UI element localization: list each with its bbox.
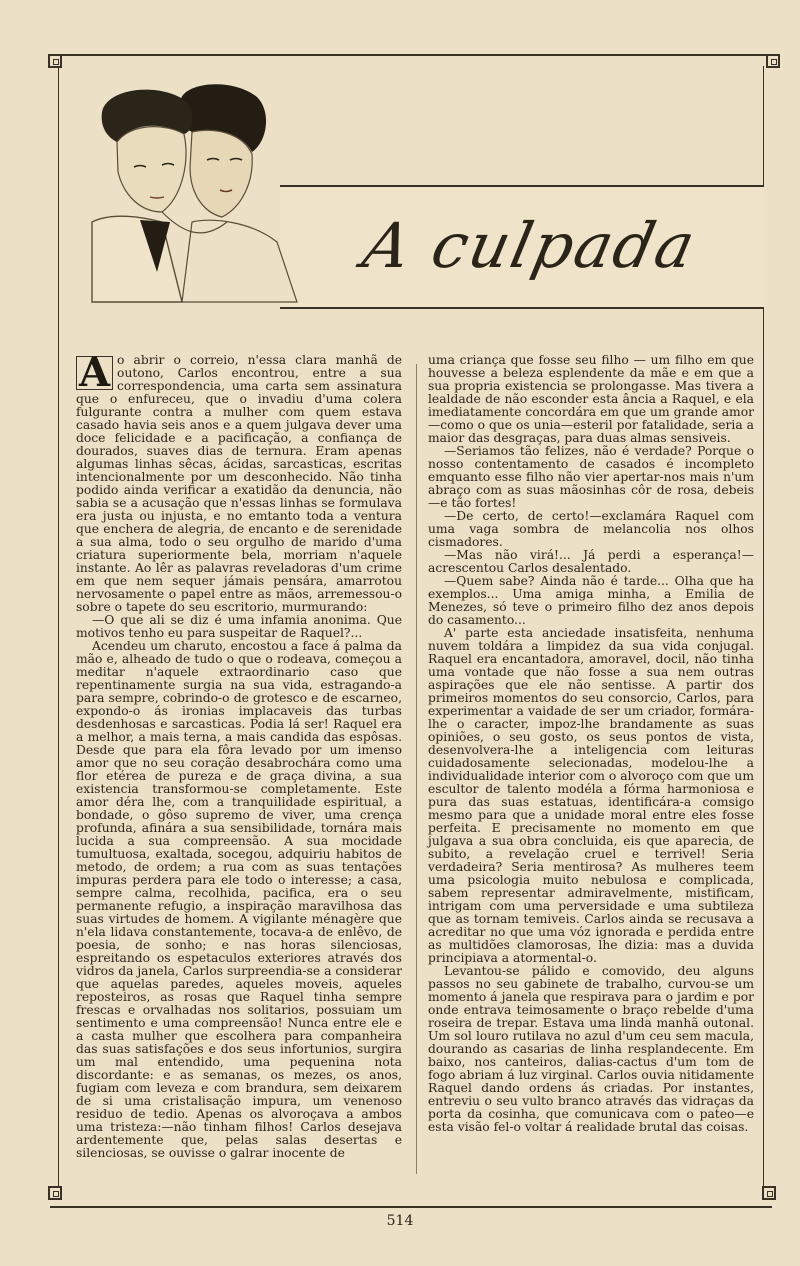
article-title: A culpada [357, 208, 703, 282]
paragraph: uma criança que fosse seu filho — um filho em que houvesse a beleza esplendente da mãe e em que a sua propria existencia se prolongasse. Mas tivera a lealdade de não esconder esta ância a Raquel, e ela imediatamente concordára em que um grande amor —como o que os unia—esteril por fatalidade, seria a maior das desgraças, para duas almas sensiveis. [428, 353, 754, 445]
paragraph: A' parte esta anciedade insatisfeita, nenhuma nuvem toldára a limpidez da sua vida conjugal. Raquel era encantadora, amoravel, docil, não tinha uma vontade que não fosse a sua nem outras aspirações que ele não sentisse. A partir dos primeiros momentos do seu consorcio, Carlos, para experimentar a vaidade de ser um criador, formára-lhe o caracter, impoz-lhe brandamente as suas opiniões, o seu gosto, os seus pontos de vista, desenvolvera-lhe a inteligencia com leituras cuidadosamente selecionadas, modelou-lhe a individualidade interior com o alvoroço com que um escultor de talento modéla a fórma harmoniosa e pura das suas estatuas, identificára-a comsigo mesmo para que a unidade moral entre eles fosse perfeita. E precisamente no momento em que julgava a sua obra concluida, eis que aparecia, de subito, a revelação cruel e terrivel! Seria verdadeira? Seria mentirosa? As mulheres teem uma psicologia muito nebulosa e complicada, sabem representar admiravelmente, mistificam, intrigam com uma perversidade e uma subtileza que as tornam temiveis. Carlos ainda se recusava a acreditar no que uma vóz ignorada e perdida entre as multidões clamorosas, lhe dizia: mas a duvida principiava a atormental-o. [428, 626, 754, 965]
right-column [428, 354, 754, 1134]
dropcap: A [76, 356, 113, 390]
paragraph: —O que ali se diz é uma infamia anonima. Que motivos tenho eu para suspeitar de Raquel?... [76, 613, 402, 640]
paragraph: —Mas não virá!... Já perdi a esperança!—acrescentou Carlos desalentado. [428, 548, 754, 575]
column-divider [416, 364, 417, 1174]
couple-illustration [62, 72, 322, 312]
paragraph: A o abrir o correio, n'essa clara manhã de outono, Carlos encontrou, entre a sua correspondencia, uma carta sem assinatura que o enfureceu, que o invadiu d'uma colera fulgurante contra a mulher com quem estava casado havia seis anos e a quem julgava dever uma doce felicidade e a pacificação, a confiança de dourados, suaves dias de ternura. Eram apenas algumas linhas sêcas, ácidas, sarcasticas, escritas intencionalmente por um desconhecido. Não tinha podido ainda verificar a exatidão da denuncia, não sabia se a acusação que n'essas linhas se formulava era justa ou injusta, e no emtanto toda a ventura que enchera de alegria, de encanto e de serenidade a sua alma, todo o seu orgulho de marido d'uma criatura superiormente bela, morriam n'aquele instante. Ao lêr as palavras reveladoras d'um crime em que nem sequer jámais pensára, amarrotou nervosamente o papel entre as mãos, arremessou-o sobre o tapete do seu escritorio, murmurando: [76, 349, 402, 614]
page-number: 514 [386, 1213, 414, 1229]
paragraph: —Seriamos tão felizes, não é verdade? Porque o nosso contentamento de casados é incompleto emquanto esse filho não vier apertar-nos mais n'um abraço com as suas mãosinhas côr de rosa, debeis —e tão fortes! [428, 444, 754, 510]
corner-ornament-top-right [766, 54, 780, 68]
paragraph: Acendeu um charuto, encostou a face á palma da mão e, alheado de tudo o que o rodeava, começou a meditar n'aquele extraordinario caso que repentinamente surgia na sua vida, estragando-a para sempre, cobrindo-o de grotesco e de escarneo, expondo-o ás ironias implacaveis das turbas desdenhosas e sarcasticas. Podia lá ser! Raquel era a melhor, a mais terna, a mais candida das espôsas. Desde que para ela fôra levado por um imenso amor que no seu coração desabrochára como uma flor etérea de pureza e de graça divina, a sua existencia transformou-se completamente. Este amor déra lhe, com a tranquilidade espiritual, a bondade, o gôso supremo de viver, uma crença profunda, afinára a sua sensibilidade, tornára mais lucida a sua compreensão. A sua mocidade tumultuosa, exaltada, socegou, adquiriu habitos de metodo, de ordem; a rua com as suas tentações impuras perdera para ele todo o interesse; a casa, sempre calma, recolhida, pacifica, era o seu permanente refugio, a inspiração maravilhosa das suas virtudes de homem. A vigilante ménagère que n'ela lidava constantemente, tocava-a de enlêvo, de poesia, de sonho; e nas horas silenciosas, espreitando os espetaculos exteriores através dos vidros da janela, Carlos surpreendia-se a considerar que aquelas paredes, aqueles moveis, aqueles reposteiros, as rosas que Raquel tinha sempre frescas e orvalhadas nos solitarios, possuiam um sentimento e uma compreensão! Nunca entre ele e a casta mulher que escolhera para companheira das suas satisfações e dos seus infortunios, surgira um mal entendido, uma pequenina nota discordante: e as semanas, os mezes, os anos, fugiam com leveza e com brandura, sem deixarem de si uma cristalisação impura, um venenoso residuo de tedio. Apenas os alvoroçava a ambos uma tristeza:—não tinham filhos! Carlos desejava ardentemente que, pelas salas desertas e silenciosas, se ouvisse o galrar inocente de [76, 639, 403, 1160]
corner-ornament-bottom-left [48, 1186, 62, 1200]
corner-ornament-bottom-right [762, 1186, 776, 1200]
paragraph: Levantou-se pálido e comovido, deu alguns passos no seu gabinete de trabalho, curvou-se um momento á janela que respirava para o jardim e por onde entrava teimosamente o braço rebelde d'uma roseira de trepar. Estava uma linda manhã outonal. Um sol louro rutilava no azul d'um ceu sem macula, dourando as casarias de linha resplandecente. Em baixo, nos canteiros, dalias-cactus d'um tom de fogo abriam á luz virginal. Carlos ouvia nitidamente Raquel dando ordens ás criadas. Por instantes, entreviu o seu vulto branco através das vidraças da porta da cosinha, que comunicava com o pateo—e esta visão fel-o voltar á realidade brutal das coisas. [428, 964, 754, 1134]
paragraph: —Quem sabe? Ainda não é tarde... Olha que ha exemplos... Uma amiga minha, a Emilia de Menezes, só teve o primeiro filho dez anos depois do casamento... [428, 574, 754, 627]
article-body [76, 349, 766, 1184]
paragraph: —De certo, de certo!—exclamára Raquel com uma vaga sombra de melancolia nos olhos cismadores. [428, 509, 754, 549]
left-column [76, 349, 403, 1160]
corner-ornament-top-left [48, 54, 62, 68]
